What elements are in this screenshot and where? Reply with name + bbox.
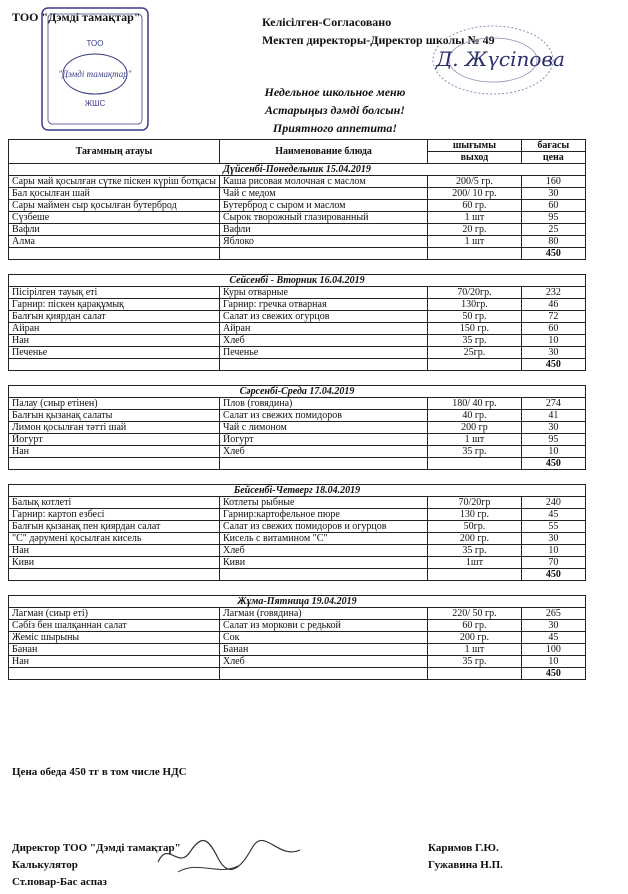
dish-kz-cell: Лагман (сиыр еті): [9, 608, 220, 620]
subtitle-line-3: Приятного аппетита!: [272, 121, 398, 135]
table-row: [9, 410, 586, 422]
dish-ru-cell: Хлеб: [219, 545, 427, 557]
day-title-row: [9, 596, 586, 608]
dish-ru-cell: Яблоко: [219, 236, 427, 248]
table-row: [9, 521, 586, 533]
price-cell: 240: [521, 497, 585, 509]
director-signature: [430, 38, 620, 78]
dish-ru-cell: Печенье: [219, 347, 427, 359]
price-cell: 46: [521, 299, 585, 311]
dish-kz-cell: Сары маймен сыр қосылған бутерброд: [9, 200, 220, 212]
table-row: [9, 311, 586, 323]
menu-table: [8, 139, 586, 680]
header-col-out-ru: выход: [428, 152, 521, 164]
dish-ru-cell: Айран: [219, 323, 427, 335]
portion-cell: 130 гр.: [428, 509, 521, 521]
dish-ru-cell: Плов (говядина): [219, 398, 427, 410]
table-row: [9, 620, 586, 632]
table-row: [9, 188, 586, 200]
day-total-row: [9, 359, 586, 371]
dish-kz-cell: Алма: [9, 236, 220, 248]
price-cell: 30: [521, 533, 585, 545]
menu-subtitle: [240, 83, 430, 137]
price-cell: 60: [521, 323, 585, 335]
portion-cell: 60 гр.: [428, 200, 521, 212]
spacer-cell: [9, 371, 586, 386]
portion-cell: 1шт: [428, 557, 521, 569]
dish-ru-cell: Сок: [219, 632, 427, 644]
price-cell: 95: [521, 434, 585, 446]
dish-kz-cell: Нан: [9, 335, 220, 347]
subtitle-line-1: Недельное школьное меню: [264, 85, 406, 99]
spacer-cell: [9, 581, 586, 596]
dish-ru-cell: Чай с лимоном: [219, 422, 427, 434]
dish-kz-cell: Нан: [9, 656, 220, 668]
dish-ru-cell: Салат из свежих помидоров: [219, 410, 427, 422]
portion-cell: 35 гр.: [428, 335, 521, 347]
day-title: Сәрсенбі-Среда 17.04.2019: [9, 386, 586, 398]
dish-kz-cell: Сары май қосылған сүтке піскен күріш ботқасы: [9, 176, 220, 188]
total-empty-cell: [428, 248, 521, 260]
chef-label: Ст.повар-Бас аспаз: [12, 876, 107, 888]
dish-ru-cell: Хлеб: [219, 446, 427, 458]
dish-ru-cell: Салат из свежих помидоров и огурцов: [219, 521, 427, 533]
portion-cell: 180/ 40 гр.: [428, 398, 521, 410]
total-empty-cell: [428, 668, 521, 680]
table-row: [9, 176, 586, 188]
day-title-row: [9, 386, 586, 398]
day-spacer: [9, 581, 586, 596]
header-col-price-kz: бағасы: [521, 140, 585, 152]
dish-ru-cell: Куры отварные: [219, 287, 427, 299]
price-cell: 30: [521, 620, 585, 632]
dish-kz-cell: Нан: [9, 545, 220, 557]
table-row: [9, 335, 586, 347]
day-title-row: [9, 485, 586, 497]
dish-kz-cell: Балғын қиярдан салат: [9, 311, 220, 323]
dish-ru-cell: Хлеб: [219, 656, 427, 668]
total-empty-cell: [428, 569, 521, 581]
total-empty-cell: [9, 569, 220, 581]
total-empty-cell: [219, 458, 427, 470]
dish-kz-cell: Бал қосылған шай: [9, 188, 220, 200]
table-row: [9, 236, 586, 248]
day-total-row: [9, 458, 586, 470]
dish-kz-cell: Киви: [9, 557, 220, 569]
dish-kz-cell: Балғын қызанақ салаты: [9, 410, 220, 422]
dish-kz-cell: Гарнир: піскен қарақұмық: [9, 299, 220, 311]
portion-cell: 220/ 50 гр.: [428, 608, 521, 620]
portion-cell: 200/ 10 гр.: [428, 188, 521, 200]
director-name: Каримов Г.Ю.: [428, 842, 499, 854]
day-title: Сейсенбі - Вторник 16.04.2019: [9, 275, 586, 287]
portion-cell: 1 шт: [428, 212, 521, 224]
approval-line-2: Мектеп директоры-Директор школы № 49: [262, 33, 495, 47]
table-row: [9, 632, 586, 644]
day-title: Бейсенбі-Четверг 18.04.2019: [9, 485, 586, 497]
price-cell: 10: [521, 335, 585, 347]
day-total: 450: [521, 569, 585, 581]
dish-kz-cell: Банан: [9, 644, 220, 656]
total-empty-cell: [9, 359, 220, 371]
dish-kz-cell: Вафли: [9, 224, 220, 236]
dish-ru-cell: Сырок творожный глазированный: [219, 212, 427, 224]
portion-cell: 1 шт: [428, 644, 521, 656]
table-row: [9, 545, 586, 557]
dish-kz-cell: Пісірілген тауық еті: [9, 287, 220, 299]
day-total: 450: [521, 458, 585, 470]
day-total: 450: [521, 248, 585, 260]
day-title-row: [9, 275, 586, 287]
dish-kz-cell: Сәбіз бен шалқаннан салат: [9, 620, 220, 632]
portion-cell: 150 гр.: [428, 323, 521, 335]
header-col-out-kz: шығымы: [428, 140, 521, 152]
company-stamp: [40, 6, 150, 132]
price-cell: 60: [521, 200, 585, 212]
portion-cell: 200/5 гр.: [428, 176, 521, 188]
table-row: [9, 398, 586, 410]
price-cell: 100: [521, 644, 585, 656]
portion-cell: 20 гр.: [428, 224, 521, 236]
portion-cell: 35 гр.: [428, 656, 521, 668]
dish-kz-cell: Айран: [9, 323, 220, 335]
approval-line-1: Келісілген-Согласовано: [262, 15, 392, 29]
day-spacer: [9, 260, 586, 275]
day-total-row: [9, 248, 586, 260]
dish-kz-cell: Сүзбеше: [9, 212, 220, 224]
calc-label: Калькулятор: [12, 859, 78, 871]
table-row: [9, 200, 586, 212]
price-cell: 10: [521, 446, 585, 458]
portion-cell: 70/20гр: [428, 497, 521, 509]
dish-ru-cell: Банан: [219, 644, 427, 656]
price-cell: 10: [521, 545, 585, 557]
table-row: [9, 497, 586, 509]
table-row: [9, 299, 586, 311]
price-cell: 30: [521, 422, 585, 434]
table-row: [9, 608, 586, 620]
table-row: [9, 287, 586, 299]
calc-name: Гужавина Н.П.: [428, 859, 503, 871]
dish-kz-cell: Лимон қосылған тәтті шай: [9, 422, 220, 434]
price-cell: 41: [521, 410, 585, 422]
dish-ru-cell: Чай с медом: [219, 188, 427, 200]
portion-cell: 1 шт: [428, 434, 521, 446]
price-cell: 80: [521, 236, 585, 248]
price-note: Цена обеда 450 тг в том числе НДС: [12, 766, 187, 778]
table-row: [9, 656, 586, 668]
portion-cell: 130гр.: [428, 299, 521, 311]
dish-ru-cell: Бутерброд с сыром и маслом: [219, 200, 427, 212]
day-title-row: [9, 164, 586, 176]
table-row: [9, 557, 586, 569]
table-row: [9, 422, 586, 434]
table-row: [9, 446, 586, 458]
price-cell: 55: [521, 521, 585, 533]
header-col-price-ru: цена: [521, 152, 585, 164]
day-title: Жұма-Пятница 19.04.2019: [9, 596, 586, 608]
table-row: [9, 212, 586, 224]
table-row: [9, 347, 586, 359]
price-cell: 160: [521, 176, 585, 188]
footer-signature: [148, 830, 308, 880]
price-cell: 265: [521, 608, 585, 620]
price-cell: 232: [521, 287, 585, 299]
table-row: [9, 224, 586, 236]
table-header-row-1: [9, 140, 586, 152]
table-row: [9, 644, 586, 656]
total-empty-cell: [219, 248, 427, 260]
spacer-cell: [9, 260, 586, 275]
org-name: ТОО "Дэмді тамақтар": [12, 10, 141, 24]
price-cell: 30: [521, 347, 585, 359]
stamp-top-text: ТОО: [86, 39, 104, 48]
stamp-middle-text: "Дэмді тамақтар": [58, 69, 132, 79]
price-cell: 30: [521, 188, 585, 200]
table-row: [9, 323, 586, 335]
dish-ru-cell: Гарнир:картофельное пюре: [219, 509, 427, 521]
director-label: Директор ТОО "Дэмді тамақтар": [12, 842, 181, 854]
dish-kz-cell: Балық котлеті: [9, 497, 220, 509]
portion-cell: 70/20гр.: [428, 287, 521, 299]
total-empty-cell: [219, 359, 427, 371]
spacer-cell: [9, 470, 586, 485]
dish-kz-cell: "С" дәрумені қосылған кисель: [9, 533, 220, 545]
portion-cell: 40 гр.: [428, 410, 521, 422]
footer-names: [428, 840, 503, 874]
price-cell: 45: [521, 632, 585, 644]
price-cell: 95: [521, 212, 585, 224]
portion-cell: 50гр.: [428, 521, 521, 533]
day-total: 450: [521, 668, 585, 680]
portion-cell: 60 гр.: [428, 620, 521, 632]
day-title: Дүйсенбі-Понедельник 15.04.2019: [9, 164, 586, 176]
dish-ru-cell: Котлеты рыбные: [219, 497, 427, 509]
day-spacer: [9, 470, 586, 485]
portion-cell: 1 шт: [428, 236, 521, 248]
dish-kz-cell: Палау (сиыр етінен): [9, 398, 220, 410]
price-cell: 72: [521, 311, 585, 323]
dish-ru-cell: Гарнир: гречка отварная: [219, 299, 427, 311]
dish-ru-cell: Хлеб: [219, 335, 427, 347]
portion-cell: 200 гр.: [428, 533, 521, 545]
total-empty-cell: [428, 359, 521, 371]
subtitle-line-2: Астарыңыз дәмді болсын!: [265, 103, 405, 117]
dish-ru-cell: Киви: [219, 557, 427, 569]
portion-cell: 25гр.: [428, 347, 521, 359]
dish-ru-cell: Кисель с витамином "С": [219, 533, 427, 545]
signature-text: Д. Жүсіпова: [436, 47, 565, 71]
day-spacer: [9, 371, 586, 386]
dish-ru-cell: Салат из свежих огурцов: [219, 311, 427, 323]
table-row: [9, 434, 586, 446]
total-empty-cell: [428, 458, 521, 470]
portion-cell: 200 гр.: [428, 632, 521, 644]
dish-kz-cell: Йогурт: [9, 434, 220, 446]
portion-cell: 35 гр.: [428, 545, 521, 557]
day-total-row: [9, 569, 586, 581]
portion-cell: 35 гр.: [428, 446, 521, 458]
day-total-row: [9, 668, 586, 680]
dish-kz-cell: Печенье: [9, 347, 220, 359]
header-col-ru: Наименование блюда: [219, 140, 427, 164]
portion-cell: 200 гр: [428, 422, 521, 434]
price-cell: 274: [521, 398, 585, 410]
table-row: [9, 533, 586, 545]
total-empty-cell: [9, 248, 220, 260]
total-empty-cell: [9, 458, 220, 470]
dish-ru-cell: Каша рисовая молочная с маслом: [219, 176, 427, 188]
header-col-kz: Тағамның атауы: [9, 140, 220, 164]
price-cell: 45: [521, 509, 585, 521]
price-cell: 70: [521, 557, 585, 569]
total-empty-cell: [219, 569, 427, 581]
price-cell: 25: [521, 224, 585, 236]
portion-cell: 50 гр.: [428, 311, 521, 323]
dish-ru-cell: Лагман (говядина): [219, 608, 427, 620]
total-empty-cell: [219, 668, 427, 680]
dish-ru-cell: Салат из моркови с редькой: [219, 620, 427, 632]
dish-ru-cell: Йогурт: [219, 434, 427, 446]
table-row: [9, 509, 586, 521]
dish-kz-cell: Гарнир: картоп езбесі: [9, 509, 220, 521]
total-empty-cell: [9, 668, 220, 680]
dish-kz-cell: Жеміс шырыны: [9, 632, 220, 644]
dish-kz-cell: Нан: [9, 446, 220, 458]
dish-ru-cell: Вафли: [219, 224, 427, 236]
dish-kz-cell: Балғын қызанақ пен қиярдан салат: [9, 521, 220, 533]
stamp-bottom-text: ЖШС: [84, 99, 106, 108]
day-total: 450: [521, 359, 585, 371]
price-cell: 10: [521, 656, 585, 668]
